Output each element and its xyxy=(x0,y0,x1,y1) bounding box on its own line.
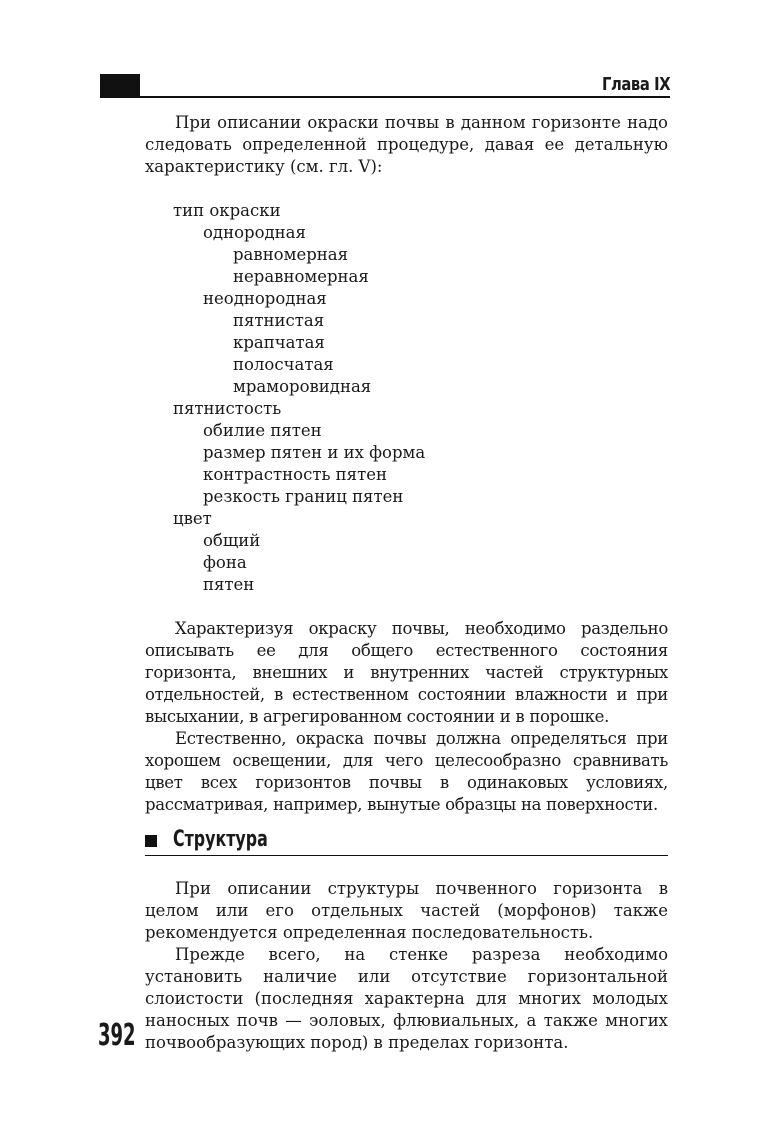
outline-item: равномерная xyxy=(233,245,349,264)
outline-item: фона xyxy=(203,553,247,572)
outline-item: однородная xyxy=(203,223,306,242)
outline-item: пятнистая xyxy=(233,311,325,330)
outline-item: общий xyxy=(203,531,261,550)
outline-item: размер пятен и их форма xyxy=(203,443,426,462)
outline-item: пятен xyxy=(203,575,255,594)
section-paragraph: Прежде всего, на стенке разреза необходимо установить наличие или отсутствие горизонтальной слоистости (последняя характерна для многих молодых наносных почв — эоловых, флювиальных, а также многих почвообразующих пород) в пределах горизонта. xyxy=(145,945,668,1052)
body-paragraph: Естественно, окраска почвы должна определяться при хорошем освещении, для чего целесообразно сравнивать цвет всех горизонтов почвы в одинаковых условиях, рассматривая, например, вынутые образцы на поверхности. xyxy=(145,729,668,814)
outline-item: резкость границ пятен xyxy=(203,487,404,506)
header-black-block xyxy=(100,74,140,98)
color-description-outline xyxy=(145,200,668,596)
outline-item: контрастность пятен xyxy=(203,465,387,484)
section-title: Структура xyxy=(173,827,268,852)
section-rule xyxy=(145,855,668,856)
outline-item: крапчатая xyxy=(233,333,325,352)
outline-item: тип окраски xyxy=(173,201,281,220)
section-paragraph: При описании структуры почвенного горизонта в целом или его отдельных частей (морфонов) также рекомендуется определенная последовательность. xyxy=(145,879,668,942)
outline-item: пятнистость xyxy=(173,399,282,418)
chapter-label: Глава IX xyxy=(601,74,670,95)
page-number: 392 xyxy=(98,1018,136,1053)
section-heading xyxy=(145,826,668,856)
page-content xyxy=(145,112,668,1054)
outline-item: неоднородная xyxy=(203,289,327,308)
outline-item: неравномерная xyxy=(233,267,369,286)
outline-item: цвет xyxy=(173,509,212,528)
body-paragraph: Характеризуя окраску почвы, необходимо раздельно описывать ее для общего естественного состояния горизонта, внешних и внутренних частей структурных отдельностей, в естественном состоянии влажности и при высыхании, в агрегированном состоянии и в порошке. xyxy=(145,619,668,726)
intro-paragraph: При описании окраски почвы в данном горизонте надо следовать определенной процедуре, давая ее детальную характеристику (см. гл. V): xyxy=(145,113,668,176)
outline-item: обилие пятен xyxy=(203,421,322,440)
running-header xyxy=(100,74,670,98)
header-rule xyxy=(140,96,670,98)
outline-item: мраморовидная xyxy=(233,377,372,396)
outline-item: полосчатая xyxy=(233,355,334,374)
square-bullet-icon xyxy=(145,835,157,847)
